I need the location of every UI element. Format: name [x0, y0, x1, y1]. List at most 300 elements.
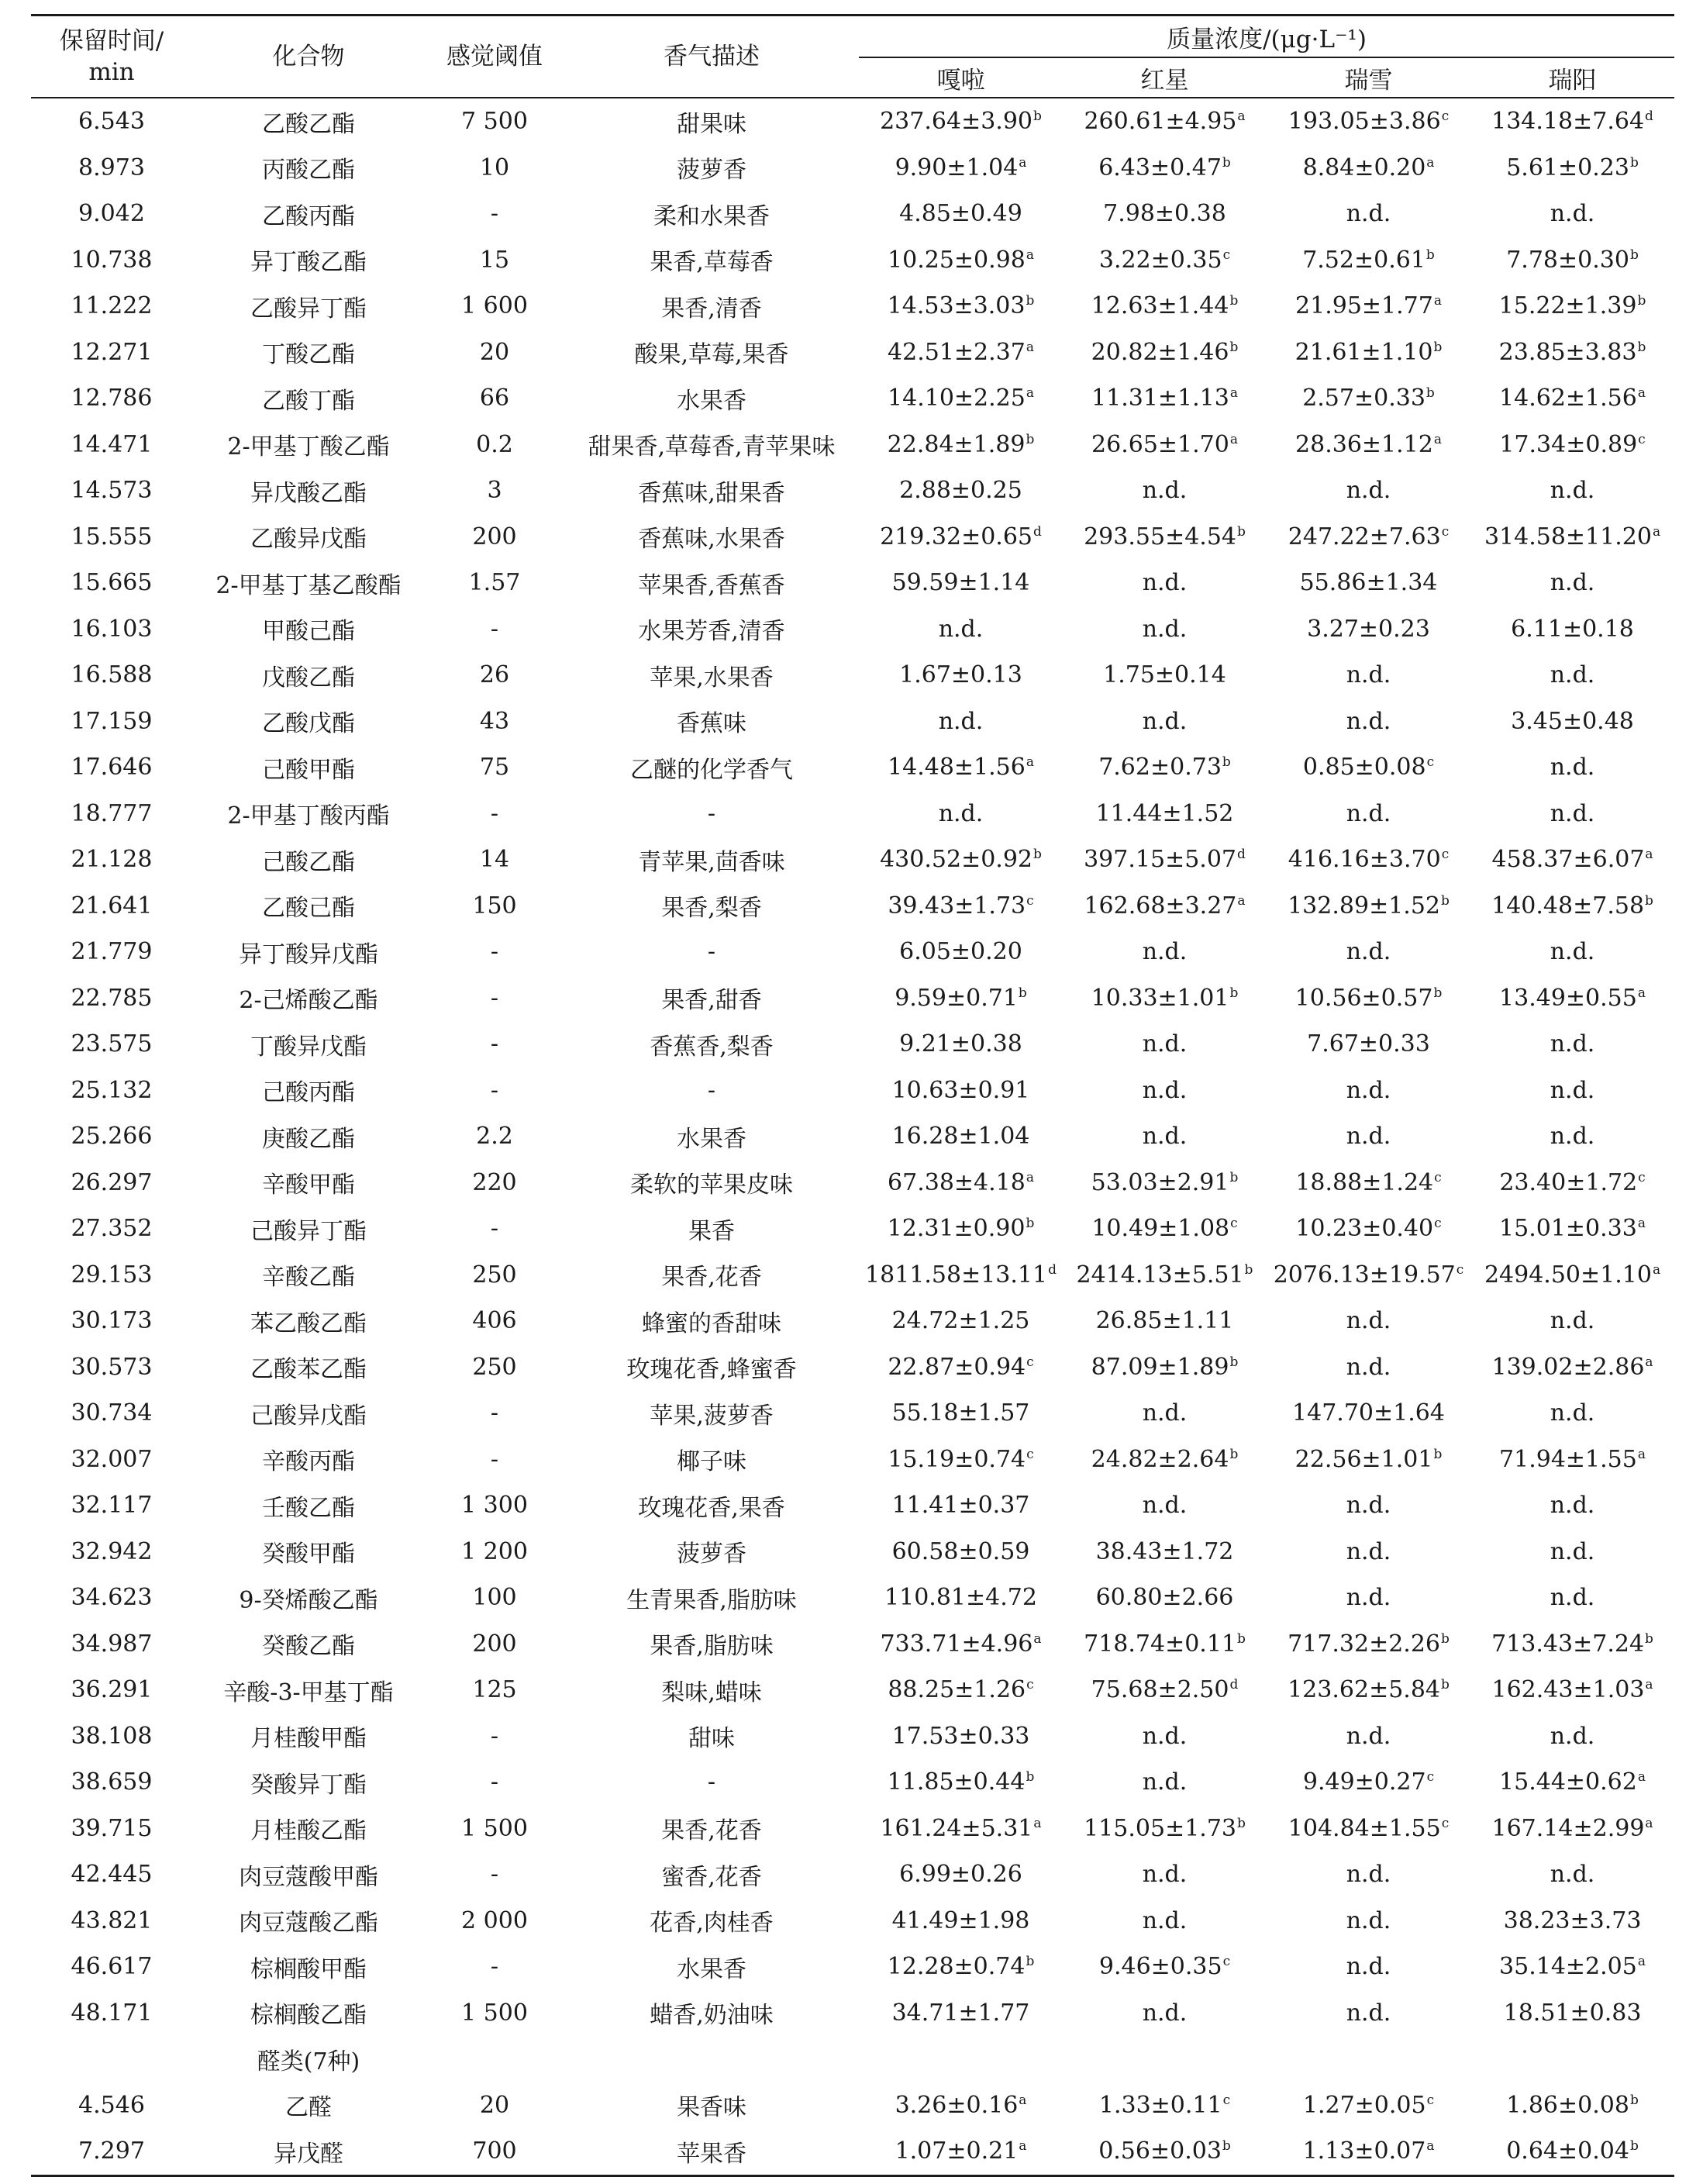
concentration-cell — [859, 191, 1063, 237]
concentration-cell — [1267, 837, 1470, 883]
threshold-cell: 0.2 — [476, 430, 513, 458]
concentration-value: 11.44±1.52 — [1095, 799, 1234, 827]
compound-cell: 异戊醛 — [192, 2128, 425, 2175]
concentration-value: 10.25±0.98 — [888, 246, 1026, 274]
concentration-cell — [1267, 1851, 1470, 1898]
concentration-value: n.d. — [1142, 477, 1188, 505]
retention-time-cell: 39.715 — [71, 1814, 153, 1842]
threshold-cell: 20 — [479, 2091, 510, 2119]
retention-time-cell: 11.222 — [71, 292, 153, 320]
concentration-value: n.d. — [1142, 1076, 1188, 1104]
concentration-value: 2076.13±19.57 — [1273, 1261, 1456, 1289]
retention-time-cell: 42.445 — [71, 1861, 153, 1889]
retention-time-cell: 4.546 — [78, 2091, 145, 2119]
compound-cell: 丁酸异戊酯 — [250, 1033, 367, 1061]
concentration-cell — [1470, 1068, 1674, 1114]
concentration-cell — [1063, 514, 1267, 561]
significance-letter: b — [1229, 1354, 1239, 1370]
concentration-value: 17.53±0.33 — [891, 1722, 1030, 1750]
concentration-cell — [1470, 422, 1674, 468]
concentration-cell — [1063, 1160, 1267, 1206]
concentration-value: 6.99±0.26 — [899, 1861, 1022, 1889]
significance-letter: b — [1229, 985, 1239, 1001]
concentration-cell — [1063, 1252, 1267, 1299]
table-row — [31, 237, 1674, 284]
table-row — [31, 744, 1674, 791]
compound-cell: 2-甲基丁酸丙酯 — [227, 802, 390, 830]
concentration-cell — [1063, 837, 1267, 883]
retention-time-cell: 12.786 — [71, 385, 153, 412]
significance-letter: c — [1441, 109, 1450, 125]
retention-time-cell: 48.171 — [71, 1999, 153, 2027]
compound-cell: 丁酸乙酯 — [262, 341, 355, 369]
concentration-cell — [1063, 1713, 1267, 1760]
concentration-cell — [1470, 191, 1674, 237]
significance-letter: a — [1019, 2138, 1027, 2155]
concentration-cell — [1267, 1113, 1470, 1160]
retention-time-cell: 29.153 — [71, 1261, 153, 1289]
significance-letter: a — [1033, 1630, 1042, 1647]
table-row — [31, 1529, 1674, 1575]
concentration-value: n.d. — [1550, 1030, 1595, 1058]
aroma-cell: 香蕉味,水果香 — [638, 526, 785, 554]
concentration-cell — [1063, 1759, 1267, 1806]
concentration-value: 260.61±4.95 — [1084, 108, 1237, 136]
concentration-value: 42.51±2.37 — [888, 338, 1026, 366]
concentration-cell — [859, 1390, 1063, 1437]
concentration-value: n.d. — [1550, 1722, 1595, 1750]
significance-letter: a — [1645, 1677, 1653, 1693]
aroma-cell: 水果芳香,清香 — [638, 618, 785, 646]
threshold-cell: - — [490, 1399, 499, 1427]
threshold-cell: 26 — [479, 661, 510, 689]
concentration-value: 7.52±0.61 — [1302, 246, 1425, 274]
concentration-value: 24.72±1.25 — [891, 1307, 1030, 1335]
table-row — [31, 699, 1674, 745]
concentration-value: 10.23±0.40 — [1295, 1215, 1434, 1243]
compound-cell: 乙酸乙酯 — [262, 110, 355, 138]
significance-letter: b — [1026, 293, 1035, 309]
concentration-cell — [859, 1713, 1063, 1760]
concentration-value: 2.57±0.33 — [1302, 385, 1425, 412]
significance-letter: b — [1026, 1769, 1035, 1785]
table-row — [31, 883, 1674, 930]
significance-letter: d — [1229, 1677, 1239, 1693]
threshold-cell: 1 500 — [461, 1999, 528, 2027]
concentration-value: n.d. — [1142, 1906, 1188, 1934]
concentration-value: 7.78±0.30 — [1506, 246, 1629, 274]
aroma-cell: 水果香 — [677, 1955, 746, 1983]
concentration-cell — [859, 1113, 1063, 1160]
table-row — [31, 1759, 1674, 1806]
aroma-cell: 菠萝香 — [677, 1541, 746, 1568]
header-retention-time — [31, 16, 192, 98]
table-row — [31, 1298, 1674, 1344]
concentration-value: 9.49±0.27 — [1302, 1768, 1426, 1796]
concentration-value: 162.43±1.03 — [1491, 1676, 1645, 1704]
concentration-value: 10.63±0.91 — [891, 1076, 1030, 1104]
aroma-cell: 蜂蜜的香甜味 — [642, 1309, 781, 1337]
header-aroma: 香气描述 — [564, 16, 859, 98]
significance-letter: b — [1433, 1446, 1443, 1462]
aroma-cell: 菠萝香 — [677, 157, 746, 185]
retention-time-cell: 8.973 — [78, 154, 145, 181]
table-row — [31, 1851, 1674, 1898]
concentration-cell — [1267, 1944, 1470, 1990]
compound-cell: 月桂酸乙酯 — [250, 1817, 367, 1845]
retention-time-cell: 23.575 — [71, 1030, 153, 1058]
compound-table-container — [31, 14, 1674, 2177]
table-row — [31, 514, 1674, 561]
table-row — [31, 329, 1674, 376]
compound-cell: 己酸甲酯 — [262, 756, 355, 784]
concentration-cell — [1063, 145, 1267, 191]
compound-cell: 乙酸戊酯 — [262, 710, 355, 738]
retention-time-cell: 27.352 — [71, 1215, 153, 1243]
concentration-value: 60.80±2.66 — [1095, 1584, 1234, 1612]
concentration-value: 193.05±3.86 — [1288, 108, 1441, 136]
significance-letter: b — [1033, 109, 1042, 125]
concentration-cell — [1267, 145, 1470, 191]
concentration-cell — [1063, 1898, 1267, 1944]
threshold-cell: 43 — [479, 707, 510, 735]
concentration-value: 2494.50±1.10 — [1484, 1261, 1652, 1289]
concentration-value: 21.95±1.77 — [1295, 292, 1433, 320]
concentration-value: 115.05±1.73 — [1084, 1814, 1236, 1842]
concentration-cell — [1267, 375, 1470, 422]
aroma-cell: 玫瑰花香,蜂蜜香 — [626, 1356, 797, 1384]
concentration-value: 147.70±1.64 — [1292, 1399, 1445, 1427]
concentration-cell — [1063, 1390, 1267, 1437]
aroma-cell: 甜果味 — [677, 110, 746, 138]
concentration-cell — [1267, 1806, 1470, 1852]
threshold-cell: 406 — [472, 1307, 517, 1335]
table-row — [31, 1482, 1674, 1529]
concentration-cell — [1063, 2128, 1267, 2175]
table-row — [31, 98, 1674, 145]
concentration-value: 55.86±1.34 — [1299, 569, 1438, 597]
concentration-cell — [859, 652, 1063, 699]
concentration-value: 1.27±0.05 — [1302, 2091, 1426, 2119]
concentration-cell — [1470, 1944, 1674, 1990]
concentration-cell — [1470, 1437, 1674, 1483]
concentration-cell — [1063, 975, 1267, 1022]
concentration-value: 7.67±0.33 — [1307, 1030, 1430, 1058]
concentration-cell — [1063, 283, 1267, 329]
concentration-value: 22.84±1.89 — [887, 430, 1026, 458]
retention-time-cell: 25.266 — [71, 1123, 153, 1151]
concentration-cell — [859, 468, 1063, 514]
concentration-value: 22.87±0.94 — [888, 1353, 1026, 1381]
threshold-cell: - — [490, 799, 499, 827]
concentration-value: 0.64±0.04 — [1506, 2137, 1629, 2165]
concentration-cell — [1470, 468, 1674, 514]
header-retention-time-label: 保留时间/ — [59, 27, 164, 55]
concentration-value: 458.37±6.07 — [1491, 846, 1645, 874]
significance-letter: c — [1638, 1169, 1646, 1185]
concentration-cell — [859, 1529, 1063, 1575]
threshold-cell: - — [490, 1076, 499, 1104]
significance-letter: b — [1026, 1216, 1035, 1232]
retention-time-cell: 30.734 — [71, 1399, 153, 1427]
compound-cell: 辛酸-3-甲基丁酯 — [223, 1679, 394, 1706]
concentration-value: n.d. — [1346, 707, 1391, 735]
concentration-cell — [1470, 2082, 1674, 2129]
table-row — [31, 1667, 1674, 1713]
threshold-cell: 150 — [472, 892, 517, 919]
concentration-value: n.d. — [1142, 1123, 1188, 1151]
threshold-cell: 700 — [425, 2128, 564, 2175]
concentration-value: n.d. — [1142, 1030, 1188, 1058]
table-row — [31, 837, 1674, 883]
significance-letter: b — [1629, 154, 1639, 171]
significance-letter: c — [1441, 1815, 1450, 1831]
significance-letter: c — [1441, 523, 1450, 540]
compound-cell: 己酸乙酯 — [262, 848, 355, 876]
significance-letter: a — [1433, 293, 1442, 309]
significance-letter: a — [1026, 754, 1034, 771]
category-row — [31, 2036, 1674, 2082]
concentration-cell — [859, 329, 1063, 376]
concentration-value: n.d. — [1142, 1399, 1188, 1427]
concentration-value: n.d. — [1550, 1861, 1595, 1889]
concentration-cell — [1470, 560, 1674, 606]
concentration-cell — [1063, 2082, 1267, 2129]
concentration-value: n.d. — [1550, 1307, 1595, 1335]
concentration-cell — [1267, 1759, 1470, 1806]
concentration-value: 7.98±0.38 — [1103, 200, 1226, 228]
significance-letter: b — [1229, 1446, 1239, 1462]
concentration-cell — [859, 1344, 1063, 1391]
aroma-cell: 水果香 — [677, 1125, 746, 1153]
concentration-value: n.d. — [1142, 1768, 1188, 1796]
concentration-cell — [1063, 237, 1267, 284]
threshold-cell: 66 — [479, 385, 510, 412]
concentration-cell — [1470, 283, 1674, 329]
retention-time-cell: 43.821 — [71, 1906, 153, 1934]
concentration-cell — [1470, 1575, 1674, 1621]
concentration-cell — [1470, 837, 1674, 883]
retention-time-cell: 12.271 — [71, 338, 153, 366]
concentration-value: 20.82±1.46 — [1091, 338, 1229, 366]
concentration-value: 6.05±0.20 — [899, 938, 1022, 966]
retention-time-cell: 38.659 — [71, 1768, 153, 1796]
concentration-value: n.d. — [1142, 1722, 1188, 1750]
threshold-cell: - — [490, 984, 499, 1012]
concentration-cell — [1063, 191, 1267, 237]
retention-time-cell: 34.623 — [71, 1584, 153, 1612]
significance-letter: a — [1652, 523, 1661, 540]
concentration-cell — [1063, 606, 1267, 653]
concentration-value: 14.48±1.56 — [888, 754, 1026, 781]
concentration-cell — [1267, 1252, 1470, 1299]
significance-letter: c — [1026, 892, 1034, 909]
concentration-cell — [1470, 1160, 1674, 1206]
concentration-value: 104.84±1.55 — [1288, 1814, 1441, 1842]
significance-letter: a — [1426, 154, 1435, 171]
compound-cell: 苯乙酸乙酯 — [250, 1309, 367, 1337]
concentration-value: 219.32±0.65 — [880, 523, 1032, 550]
concentration-cell — [1267, 1575, 1470, 1621]
concentration-cell — [1470, 1851, 1674, 1898]
concentration-value: 167.14±2.99 — [1491, 1814, 1645, 1842]
concentration-value: 12.28±0.74 — [887, 1953, 1026, 1981]
threshold-cell: - — [490, 1953, 499, 1981]
retention-time-cell: 9.042 — [78, 200, 145, 228]
concentration-cell — [1470, 1667, 1674, 1713]
concentration-cell — [1063, 1667, 1267, 1713]
significance-letter: b — [1441, 1677, 1450, 1693]
concentration-cell — [859, 1851, 1063, 1898]
concentration-value: 9.90±1.04 — [895, 154, 1019, 181]
compound-cell: 肉豆蔻酸甲酯 — [239, 1863, 378, 1891]
concentration-cell — [859, 975, 1063, 1022]
concentration-value: 13.49±0.55 — [1499, 984, 1637, 1012]
concentration-cell — [1063, 98, 1267, 145]
concentration-cell — [1063, 791, 1267, 837]
concentration-value: 59.59±1.14 — [891, 569, 1030, 597]
compound-cell: 癸酸甲酯 — [262, 1541, 355, 1568]
concentration-value: n.d. — [1142, 615, 1188, 643]
significance-letter: b — [1425, 247, 1435, 263]
concentration-cell — [859, 2128, 1063, 2175]
concentration-cell — [1470, 1713, 1674, 1760]
table-row — [31, 1621, 1674, 1668]
concentration-value: 713.43±7.24 — [1491, 1630, 1645, 1658]
compound-cell: 辛酸甲酯 — [262, 1171, 355, 1199]
concentration-cell — [1063, 1806, 1267, 1852]
concentration-value: n.d. — [1346, 799, 1391, 827]
aroma-cell: 蜜香,花香 — [661, 1863, 762, 1891]
concentration-cell — [1063, 1851, 1267, 1898]
concentration-value: 34.71±1.77 — [891, 1999, 1030, 2027]
concentration-value: 9.59±0.71 — [895, 984, 1018, 1012]
threshold-cell: - — [490, 1215, 499, 1243]
threshold-cell: - — [490, 1030, 499, 1058]
table-row — [31, 1390, 1674, 1437]
concentration-cell — [1267, 652, 1470, 699]
concentration-value: 7.62±0.73 — [1098, 754, 1222, 781]
concentration-value: 314.58±11.20 — [1484, 523, 1652, 550]
aroma-cell: 果香,花香 — [661, 1264, 762, 1292]
concentration-cell — [1063, 1021, 1267, 1068]
concentration-value: 60.58±0.59 — [891, 1537, 1030, 1565]
threshold-cell: 15 — [479, 246, 510, 274]
significance-letter: b — [1244, 1261, 1253, 1278]
concentration-value: 15.44±0.62 — [1499, 1768, 1637, 1796]
threshold-cell: 125 — [472, 1676, 517, 1704]
significance-letter: a — [1652, 1261, 1661, 1278]
concentration-value: 717.32±2.26 — [1288, 1630, 1440, 1658]
concentration-cell — [859, 1806, 1063, 1852]
significance-letter: a — [1237, 892, 1246, 909]
significance-letter: c — [1426, 1769, 1435, 1785]
concentration-cell — [1470, 929, 1674, 975]
compound-cell: 壬酸乙酯 — [262, 1494, 355, 1522]
concentration-value: 15.01±0.33 — [1499, 1215, 1637, 1243]
aroma-cell: - — [707, 1076, 716, 1104]
concentration-cell — [859, 283, 1063, 329]
concentration-value: 17.34±0.89 — [1499, 430, 1638, 458]
concentration-value: n.d. — [1550, 477, 1595, 505]
threshold-cell: - — [490, 200, 499, 228]
concentration-cell — [1063, 560, 1267, 606]
compound-cell: 月桂酸甲酯 — [250, 1725, 367, 1753]
concentration-cell — [1063, 375, 1267, 422]
table-row — [31, 1113, 1674, 1160]
compound-cell: 乙酸异丁酯 — [250, 295, 367, 323]
compound-cell: 丙酸乙酯 — [262, 157, 355, 185]
significance-letter: c — [1222, 247, 1231, 263]
aroma-cell: 酸果,草莓,果香 — [634, 341, 789, 369]
concentration-value: 1.07±0.21 — [895, 2137, 1019, 2165]
concentration-cell — [1267, 2128, 1470, 2175]
concentration-value: n.d. — [1142, 1999, 1188, 2027]
concentration-value: 14.53±3.03 — [887, 292, 1026, 320]
significance-letter: a — [1645, 847, 1653, 863]
significance-letter: a — [1645, 1815, 1653, 1831]
compound-cell: 9-癸烯酸乙酯 — [239, 1586, 378, 1614]
concentration-cell — [859, 1667, 1063, 1713]
compound-cell: 乙酸丙酯 — [262, 202, 355, 230]
threshold-cell: 1 300 — [461, 1492, 528, 1520]
concentration-cell — [859, 1437, 1063, 1483]
threshold-cell: - — [490, 1445, 499, 1473]
retention-time-cell: 26.297 — [71, 1168, 153, 1196]
concentration-value: 16.28±1.04 — [891, 1123, 1030, 1151]
concentration-cell — [859, 791, 1063, 837]
header-concentration: 质量浓度/(μg·L⁻¹) — [859, 16, 1674, 58]
concentration-value: 14.10±2.25 — [888, 385, 1026, 412]
concentration-value: 11.31±1.13 — [1091, 385, 1229, 412]
concentration-value: 39.43±1.73 — [888, 892, 1026, 919]
significance-letter: d — [1048, 1261, 1057, 1278]
retention-time-cell: 17.159 — [71, 707, 153, 735]
significance-letter: b — [1441, 892, 1450, 909]
concentration-value: n.d. — [1550, 1123, 1595, 1151]
header-variety-gala: 嘎啦 — [859, 57, 1063, 98]
header-variety-ruiyang: 瑞阳 — [1470, 57, 1674, 98]
concentration-cell — [859, 1944, 1063, 1990]
concentration-cell — [1063, 329, 1267, 376]
concentration-cell — [1267, 514, 1470, 561]
concentration-cell — [1267, 606, 1470, 653]
threshold-cell: - — [490, 938, 499, 966]
significance-letter: b — [1229, 339, 1239, 355]
significance-letter: b — [1441, 1630, 1450, 1647]
significance-letter: a — [1026, 385, 1034, 402]
concentration-value: 5.61±0.23 — [1506, 154, 1629, 181]
concentration-value: 41.49±1.98 — [891, 1906, 1030, 1934]
compound-cell: 乙酸己酯 — [262, 895, 355, 923]
concentration-cell — [859, 98, 1063, 145]
concentration-value: 134.18±7.64 — [1491, 108, 1645, 136]
significance-letter: a — [1026, 247, 1034, 263]
significance-letter: a — [1026, 339, 1034, 355]
concentration-value: n.d. — [1346, 1537, 1391, 1565]
significance-letter: c — [1434, 1169, 1442, 1185]
significance-letter: b — [1222, 2138, 1231, 2155]
concentration-value: n.d. — [1346, 1353, 1391, 1381]
concentration-cell — [1470, 1482, 1674, 1529]
concentration-value: 26.85±1.11 — [1095, 1307, 1234, 1335]
compound-cell: 乙醛 — [285, 2094, 332, 2122]
significance-letter: b — [1629, 2138, 1639, 2155]
retention-time-cell: 14.573 — [71, 477, 153, 505]
concentration-value: 23.40±1.72 — [1499, 1168, 1638, 1196]
table-row — [31, 1344, 1674, 1391]
table-row — [31, 652, 1674, 699]
